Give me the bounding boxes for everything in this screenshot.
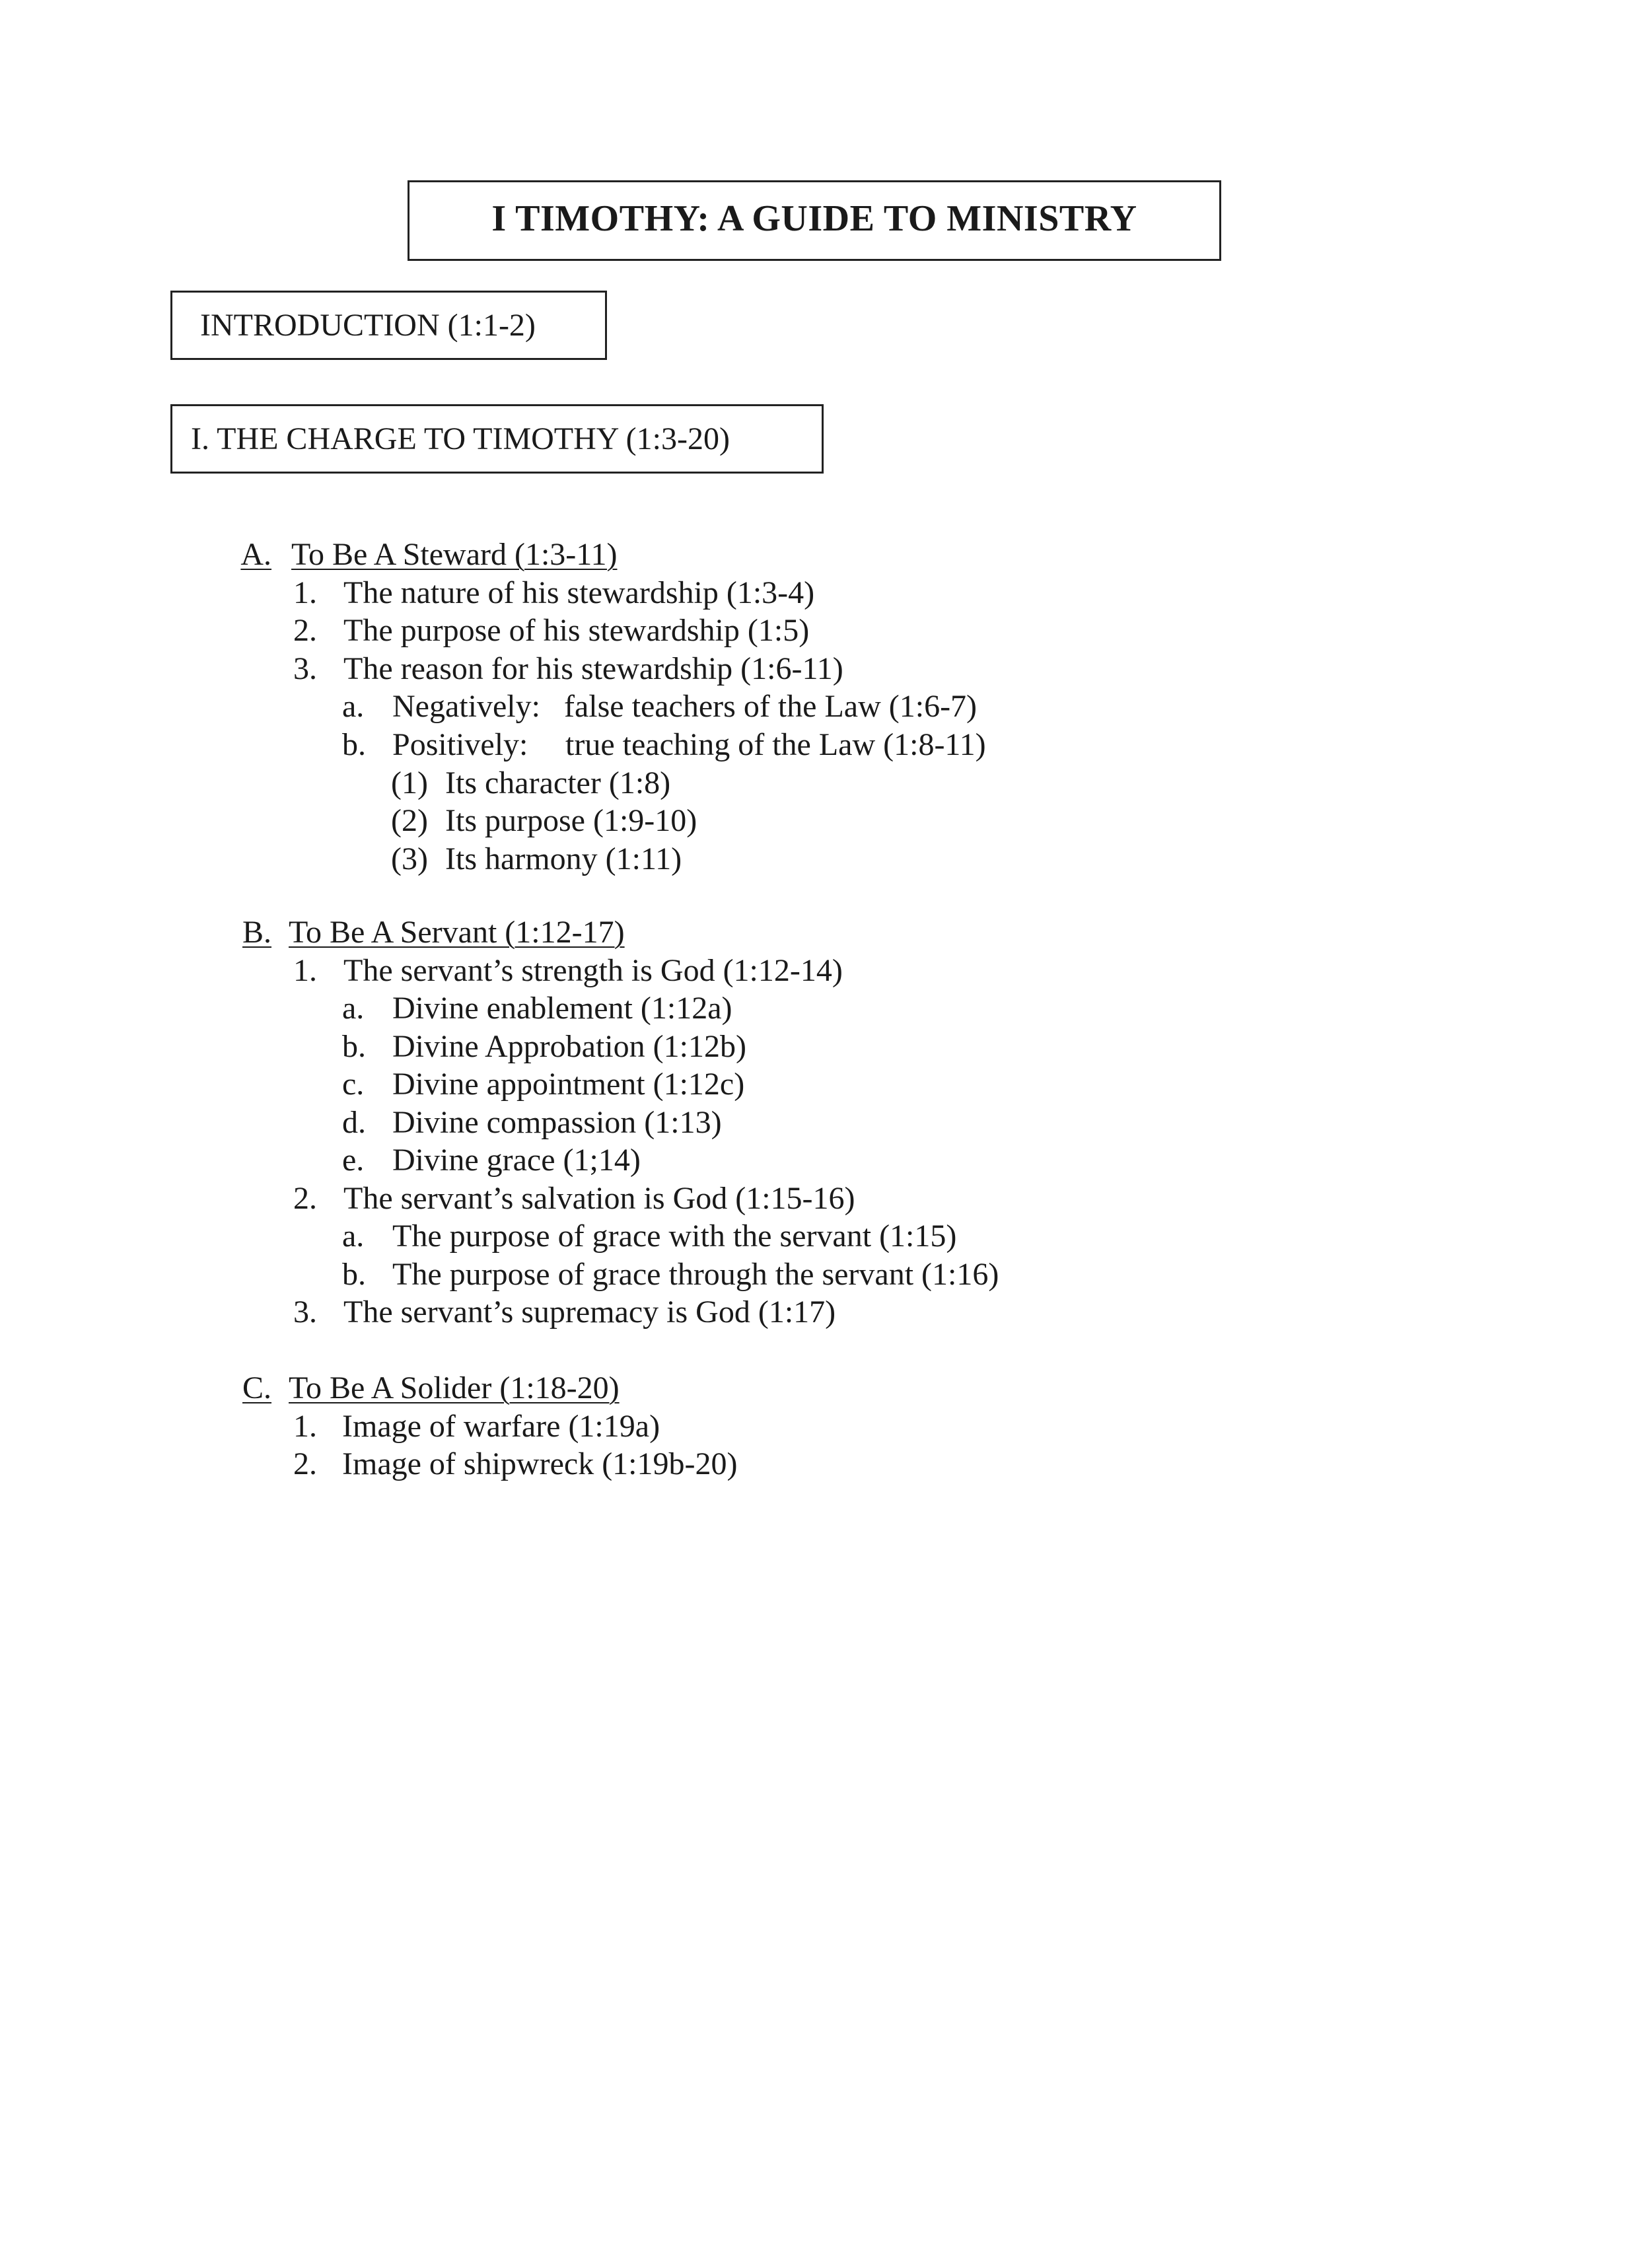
title-box bbox=[408, 180, 1221, 261]
list-item: 2. The servant’s salvation is God (1:15-16) bbox=[293, 1181, 855, 1216]
charge-heading: I. THE CHARGE TO TIMOTHY (1:3-20) bbox=[191, 421, 730, 456]
section-b-title: To Be A Servant (1:12-17) bbox=[289, 915, 625, 950]
list-item: 1. The nature of his stewardship (1:3-4) bbox=[293, 575, 815, 610]
list-item: b. Divine Approbation (1:12b) bbox=[342, 1029, 746, 1064]
list-item: e. Divine grace (1;14) bbox=[342, 1143, 641, 1178]
list-item: (2) Its purpose (1:9-10) bbox=[391, 803, 697, 838]
section-a-label: A. bbox=[240, 537, 272, 572]
section-b-label: B. bbox=[242, 915, 272, 950]
list-item: a. Divine enablement (1:12a) bbox=[342, 991, 732, 1026]
list-item: a. Negatively: false teachers of the Law (1:6-7) bbox=[342, 689, 978, 724]
list-item: (1) Its character (1:8) bbox=[391, 765, 671, 800]
list-item: 2. The purpose of his stewardship (1:5) bbox=[293, 613, 810, 648]
list-item: 2. Image of shipwreck (1:19b-20) bbox=[293, 1446, 738, 1481]
section-a-title: To Be A Steward (1:3-11) bbox=[291, 537, 618, 572]
list-item: 3. The reason for his stewardship (1:6-11) bbox=[293, 651, 843, 686]
list-item: b. The purpose of grace through the servant (1:16) bbox=[342, 1257, 999, 1292]
list-item: 3. The servant’s supremacy is God (1:17) bbox=[293, 1294, 836, 1329]
charge-heading-box bbox=[170, 404, 824, 474]
list-item: (3) Its harmony (1:11) bbox=[391, 841, 682, 876]
list-item: c. Divine appointment (1:12c) bbox=[342, 1067, 745, 1102]
document-title: I TIMOTHY: A GUIDE TO MINISTRY bbox=[491, 198, 1137, 239]
introduction-box bbox=[170, 291, 607, 360]
section-c-label: C. bbox=[242, 1370, 272, 1405]
list-item: 1. Image of warfare (1:19a) bbox=[293, 1409, 660, 1444]
list-item: 1. The servant’s strength is God (1:12-14) bbox=[293, 953, 843, 988]
introduction-heading: INTRODUCTION (1:1-2) bbox=[200, 308, 536, 343]
list-item: b. Positively: true teaching of the Law (1:8-11) bbox=[342, 727, 986, 762]
list-item: d. Divine compassion (1:13) bbox=[342, 1105, 722, 1140]
section-c-title: To Be A Solider (1:18-20) bbox=[289, 1370, 620, 1405]
list-item: a. The purpose of grace with the servant (1:15) bbox=[342, 1219, 957, 1254]
